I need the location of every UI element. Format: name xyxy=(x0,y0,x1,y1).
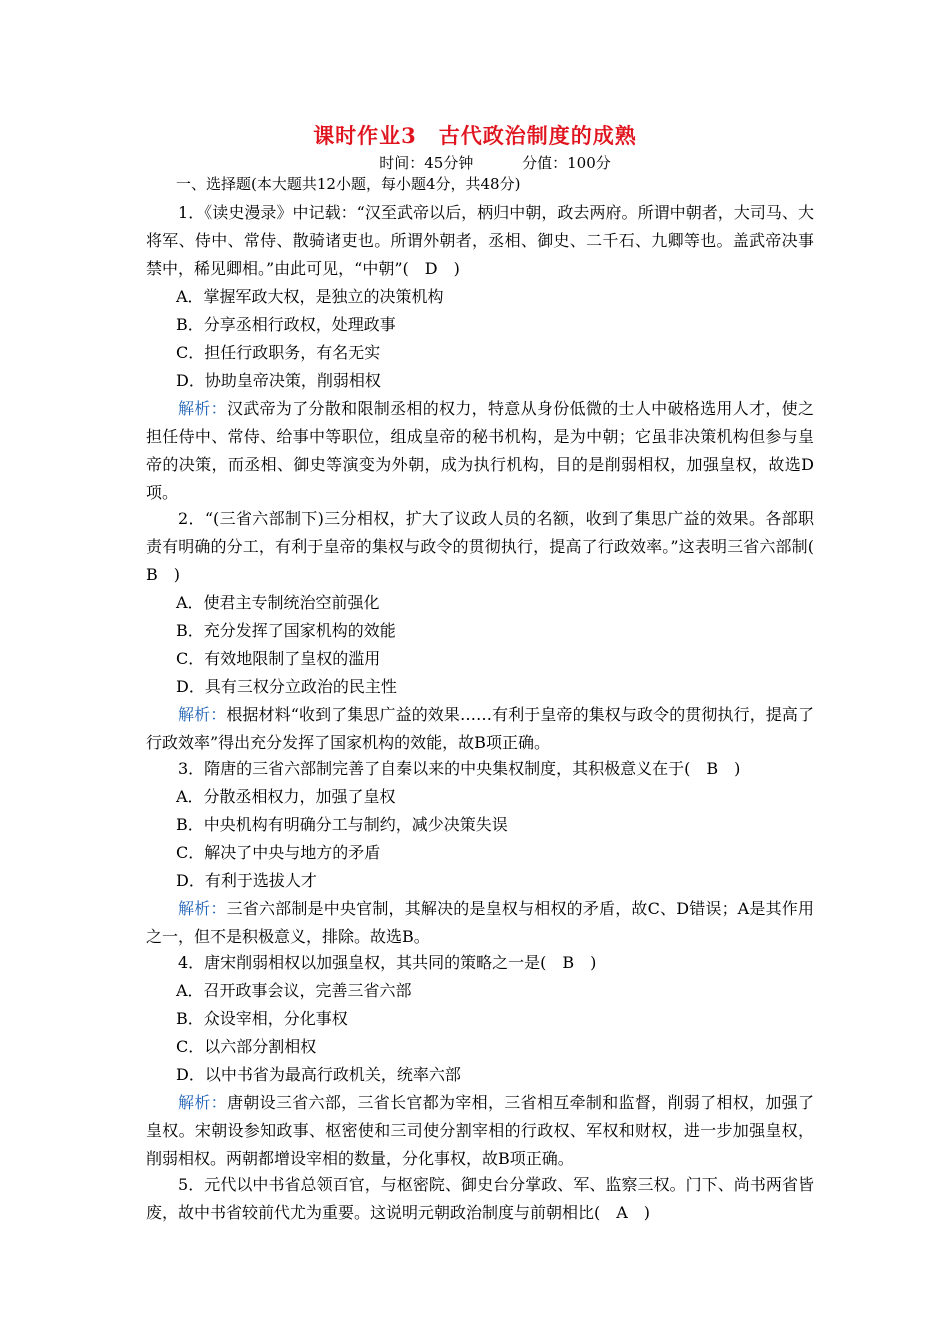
question-4-option-c: C．以六部分割相权 xyxy=(176,1037,317,1056)
question-2-option-b: B．充分发挥了国家机构的效能 xyxy=(176,621,396,640)
question-4-option-a: A．召开政事会议，完善三省六部 xyxy=(176,981,412,1000)
analysis-text: 根据材料“收到了集思广益的效果……有利于皇帝的集权与政令的贯彻执行，提高了行政效率”得出充分发挥了国家机构的效能，故B项正确。 xyxy=(146,705,814,752)
question-1-option-c: C．担任行政职务，有名无实 xyxy=(176,343,381,362)
total-score: 分值：100分 xyxy=(522,154,611,172)
question-5-stem: 5．元代以中书省总领百官，与枢密院、御史台分掌政、军、监察三权。门下、尚书两省皆废，故中书省较前代尤为重要。这说明元朝政治制度与前朝相比( A ) xyxy=(146,1175,814,1222)
question-2-stem: 2．“(三省六部制下)三分相权，扩大了议政人员的名额，收到了集思广益的效果。各部职责有明确的分工，有利于皇帝的集权与政令的贯彻执行，提高了行政效率。”这表明三省六部制( B ) xyxy=(146,509,831,584)
page-title: 课时作业3 古代政治制度的成熟 xyxy=(313,123,637,148)
analysis-text: 三省六部制是中央官制，其解决的是皇权与相权的矛盾，故C、D错误；A是其作用之一，但不是积极意义，排除。故选B。 xyxy=(146,899,814,946)
question-3-analysis xyxy=(146,895,814,951)
question-3-option-c: C．解决了中央与地方的矛盾 xyxy=(176,843,381,862)
question-2-option-a: A．使君主专制统治空前强化 xyxy=(176,593,380,612)
time-limit: 时间：45分钟 xyxy=(379,154,474,172)
question-3-stem: 3．隋唐的三省六部制完善了自秦以来的中央集权制度，其积极意义在于( B ) xyxy=(178,759,741,778)
analysis-text: 汉武帝为了分散和限制丞相的权力，特意从身份低微的士人中破格选用人才，使之担任侍中、常侍、给事中等职位，组成皇帝的秘书机构，是为中朝；它虽非决策机构但参与皇帝的决策，而丞相、御史等演变为外朝，成为执行机构，目的是削弱相权，加强皇权，故选D项。 xyxy=(146,399,814,502)
question-2-analysis xyxy=(146,701,814,757)
question-4-stem: 4．唐宋削弱相权以加强皇权，其共同的策略之一是( B ) xyxy=(178,953,597,972)
question-4-option-d: D．以中书省为最高行政机关，统率六部 xyxy=(176,1065,461,1084)
question-1-option-b: B．分享丞相行政权，处理政事 xyxy=(176,315,396,334)
question-3-option-b: B．中央机构有明确分工与制约，减少决策失误 xyxy=(176,815,508,834)
question-1-stem: 1．《读史漫录》中记载：“汉至武帝以后，柄归中朝，政去两府。所谓中朝者，大司马、大将军、侍中、常侍、散骑诸吏也。所谓外朝者，丞相、御史、二千石、九卿等也。盖武帝决事禁中，稀见卿相。”由此可见，“中朝”( D ) xyxy=(146,203,814,278)
question-2-option-d: D．具有三权分立政治的民主性 xyxy=(176,677,397,696)
section-heading: 一、选择题(本大题共12小题，每小题4分，共48分) xyxy=(176,175,521,193)
question-4-analysis xyxy=(146,1089,814,1173)
question-4-option-b: B．众设宰相，分化事权 xyxy=(176,1009,348,1028)
analysis-label: 解析： xyxy=(178,399,227,418)
question-1-analysis xyxy=(146,395,814,507)
question-3-option-a: A．分散丞相权力，加强了皇权 xyxy=(176,787,396,806)
question-2-option-c: C．有效地限制了皇权的滥用 xyxy=(176,649,381,668)
analysis-text: 唐朝设三省六部，三省长官都为宰相，三省相互牵制和监督，削弱了相权，加强了皇权。宋朝设参知政事、枢密使和三司使分割宰相的行政权、军权和财权，进一步加强皇权，削弱相权。两朝都增设宰相的数量，分化事权，故B项正确。 xyxy=(146,1093,814,1168)
exam-meta xyxy=(0,152,950,173)
question-3-option-d: D．有利于选拔人才 xyxy=(176,871,317,890)
analysis-label: 解析： xyxy=(178,705,227,724)
question-1-option-d: D．协助皇帝决策，削弱相权 xyxy=(176,371,381,390)
analysis-label: 解析： xyxy=(178,899,227,918)
analysis-label: 解析： xyxy=(178,1093,227,1112)
question-1-option-a: A．掌握军政大权，是独立的决策机构 xyxy=(176,287,444,306)
